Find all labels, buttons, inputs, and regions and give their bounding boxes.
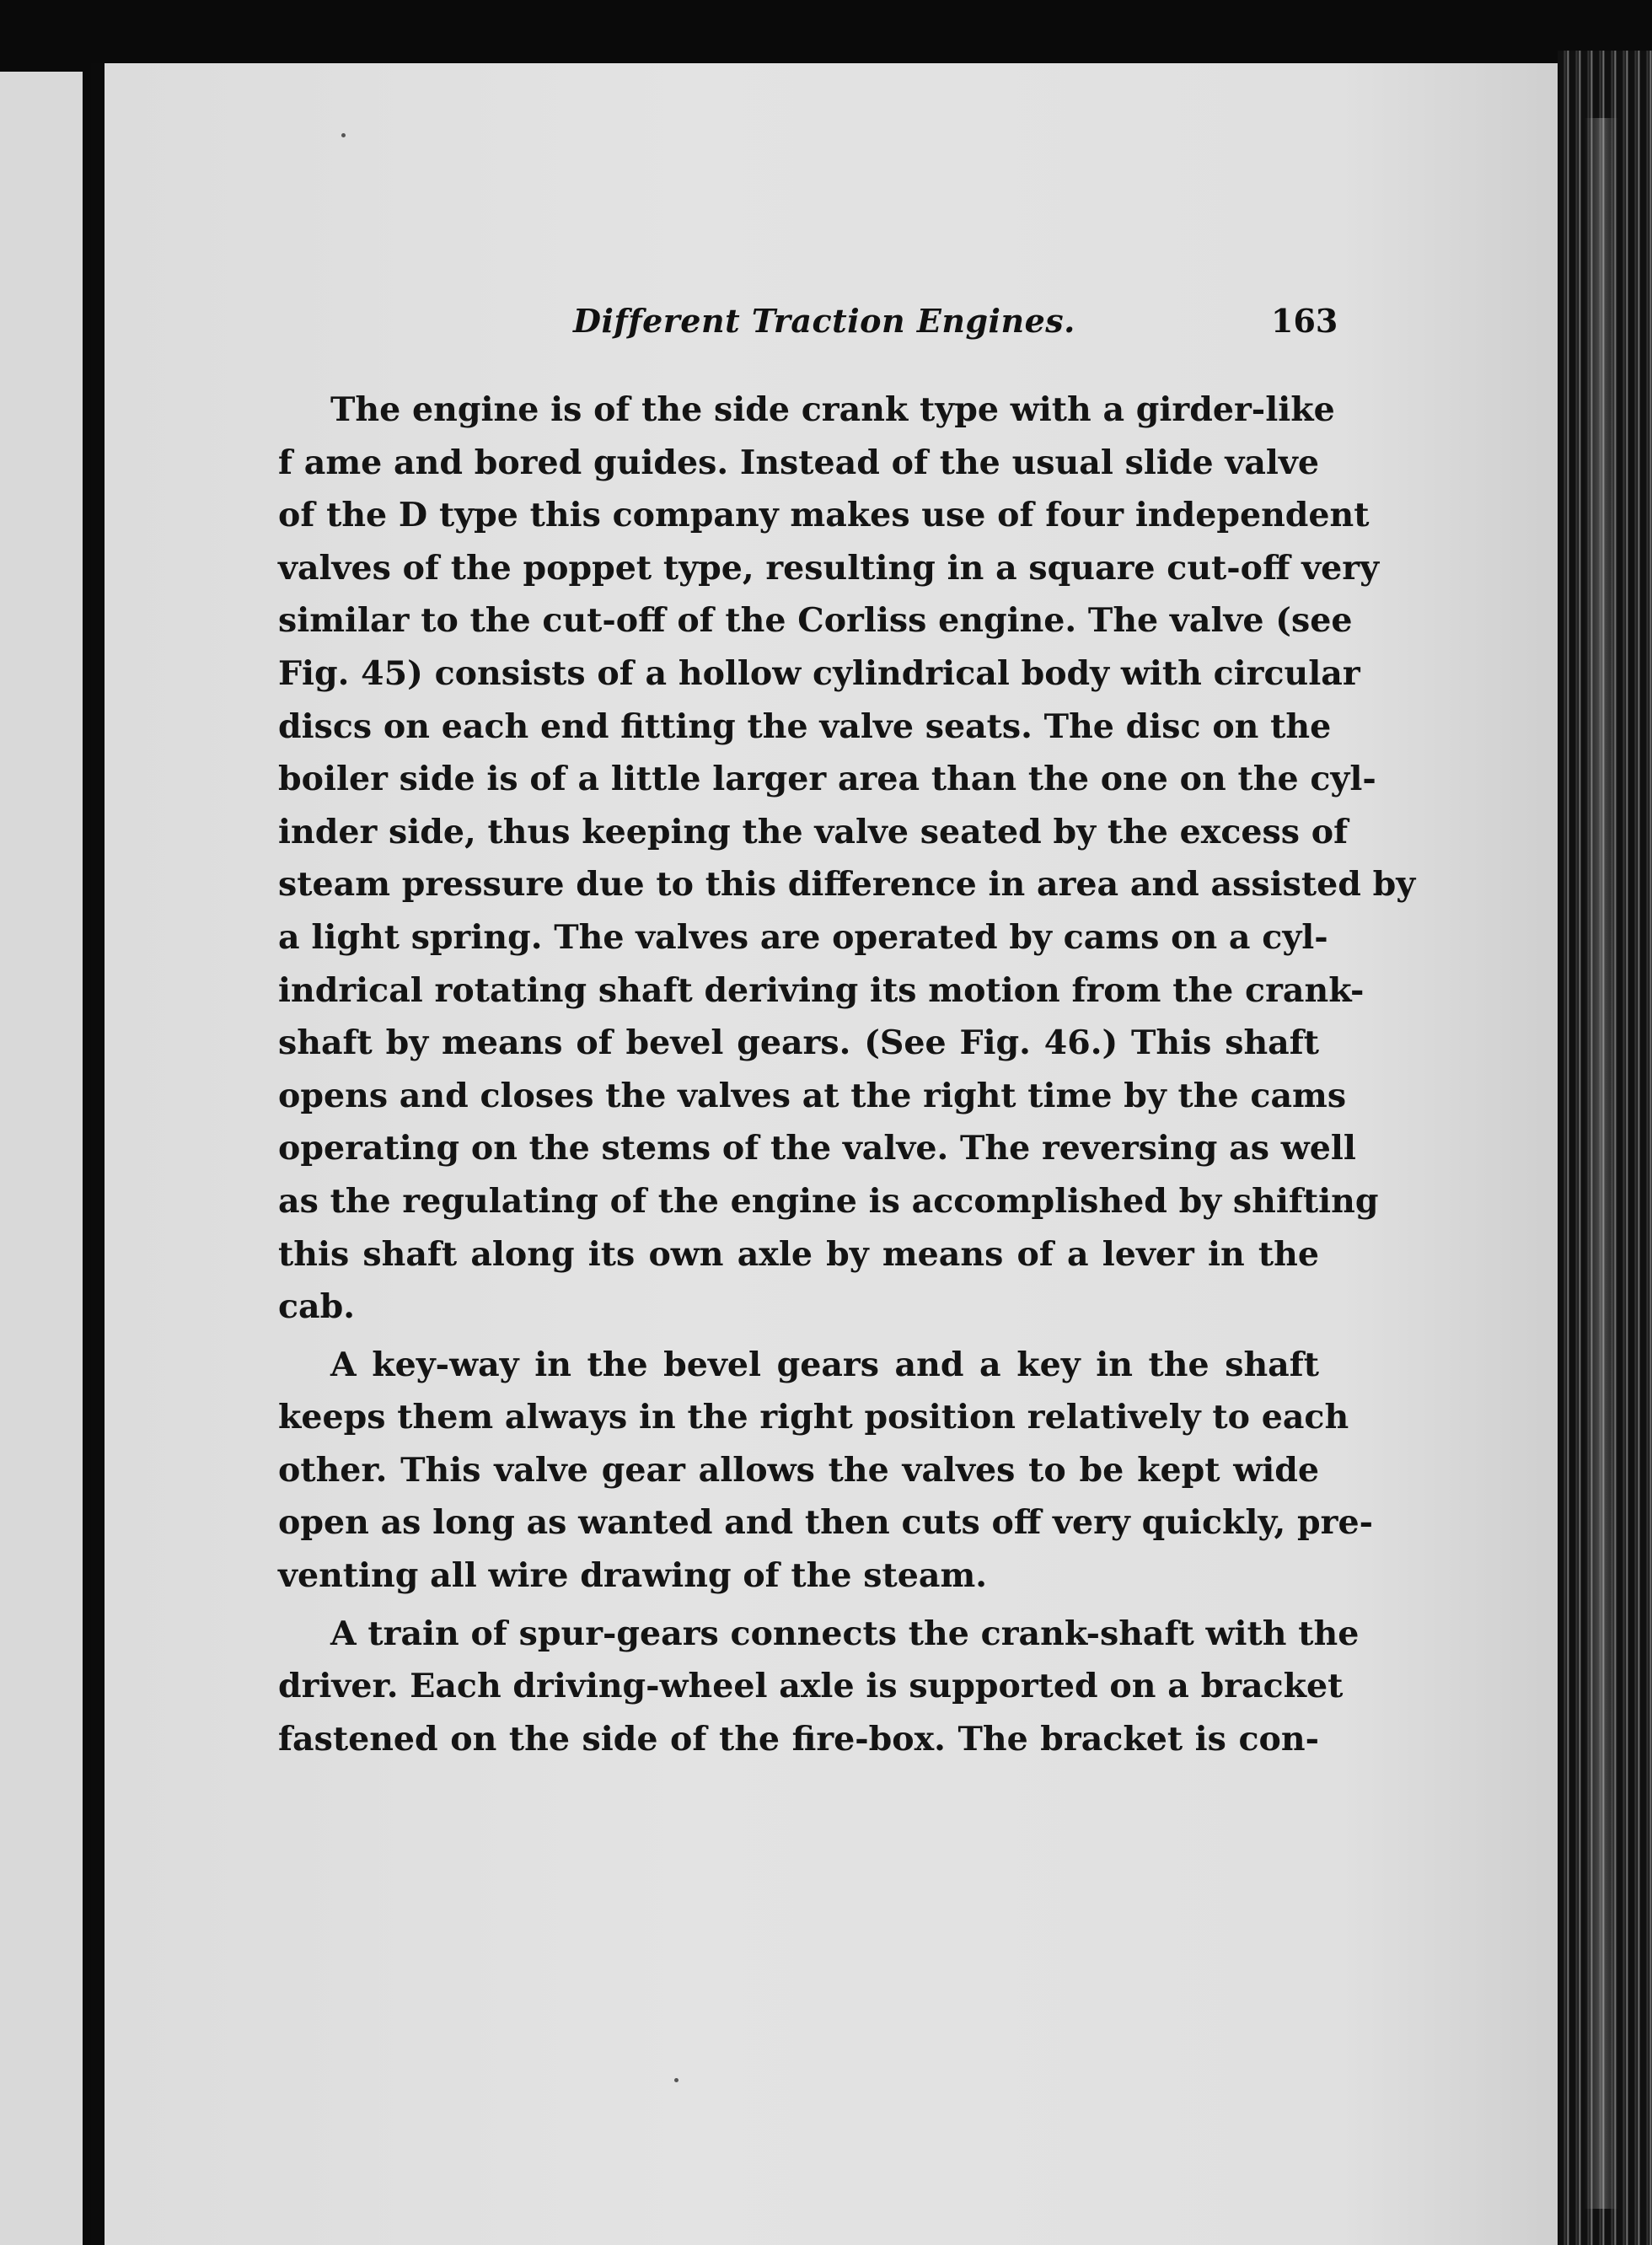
text-line: inder side, thus keeping the valve seated by the excess of: [278, 812, 1349, 851]
text-line: shaft by means of bevel gears. (See Fig. 46.) This shaft: [278, 1023, 1319, 1063]
text-line: driver. Each driving-wheel axle is supported on a bracket: [278, 1667, 1344, 1706]
text-line: other. This valve gear allows the valves to be kept wide: [278, 1450, 1319, 1490]
text-line: open as long as wanted and then cuts off very quickly, pre-: [278, 1503, 1374, 1543]
text-line: The engine is of the side crank type with a girder-like: [330, 390, 1335, 429]
text-line: f ame and bored guides. Instead of the usual slide valve: [278, 443, 1319, 482]
text-line: A train of spur-gears connects the crank-shaft with the: [330, 1614, 1360, 1653]
text-line: A key-way in the bevel gears and a key in the shaft: [330, 1345, 1319, 1384]
text-line: opens and closes the valves at the right time by the cams: [278, 1076, 1347, 1115]
paragraph-2: [278, 1339, 1374, 1603]
text-line: venting all wire drawing of the steam.: [278, 1556, 988, 1596]
text-line: discs on each end fitting the valve seats. The disc on the: [278, 706, 1332, 746]
paragraph-3: [278, 1608, 1360, 1766]
text-line: this shaft along its own axle by means of a lever in the: [278, 1234, 1319, 1274]
text-line: indrical rotating shaft deriving its motion from the crank-: [278, 970, 1365, 1010]
text-line: Fig. 45) consists of a hollow cylindrical body with circular: [278, 653, 1360, 693]
page-number: 163: [1271, 302, 1338, 340]
text-line: a light spring. The valves are operated by cams on a cyl-: [278, 917, 1328, 957]
spine-highlight: [1585, 118, 1618, 2209]
facing-page-edge: [0, 72, 83, 2245]
paragraph-1: [278, 384, 1416, 1334]
text-line: fastened on the side of the fire-box. The bracket is con-: [278, 1719, 1319, 1759]
text-line: operating on the stems of the valve. The reversing as well: [278, 1129, 1356, 1168]
body-text: [278, 384, 1416, 1765]
text-line: similar to the cut-off of the Corliss engine. The valve (see: [278, 601, 1353, 641]
text-line: keeps them always in the right position relatively to each: [278, 1398, 1349, 1437]
text-line: cab.: [278, 1287, 356, 1327]
text-line: boiler side is of a little larger area than the one on the cyl-: [278, 760, 1376, 799]
text-line: valves of the poppet type, resulting in a square cut-off very: [278, 548, 1380, 588]
scan-speck: [674, 2078, 678, 2082]
text-line: of the D type this company makes use of four independent: [278, 496, 1370, 535]
scan-speck: [341, 133, 346, 137]
running-title: Different Traction Engines.: [573, 302, 1075, 340]
text-line: as the regulating of the engine is accomplished by shifting: [278, 1181, 1379, 1221]
page-header: [0, 302, 1652, 352]
text-line: steam pressure due to this difference in area and assisted by: [278, 865, 1416, 905]
